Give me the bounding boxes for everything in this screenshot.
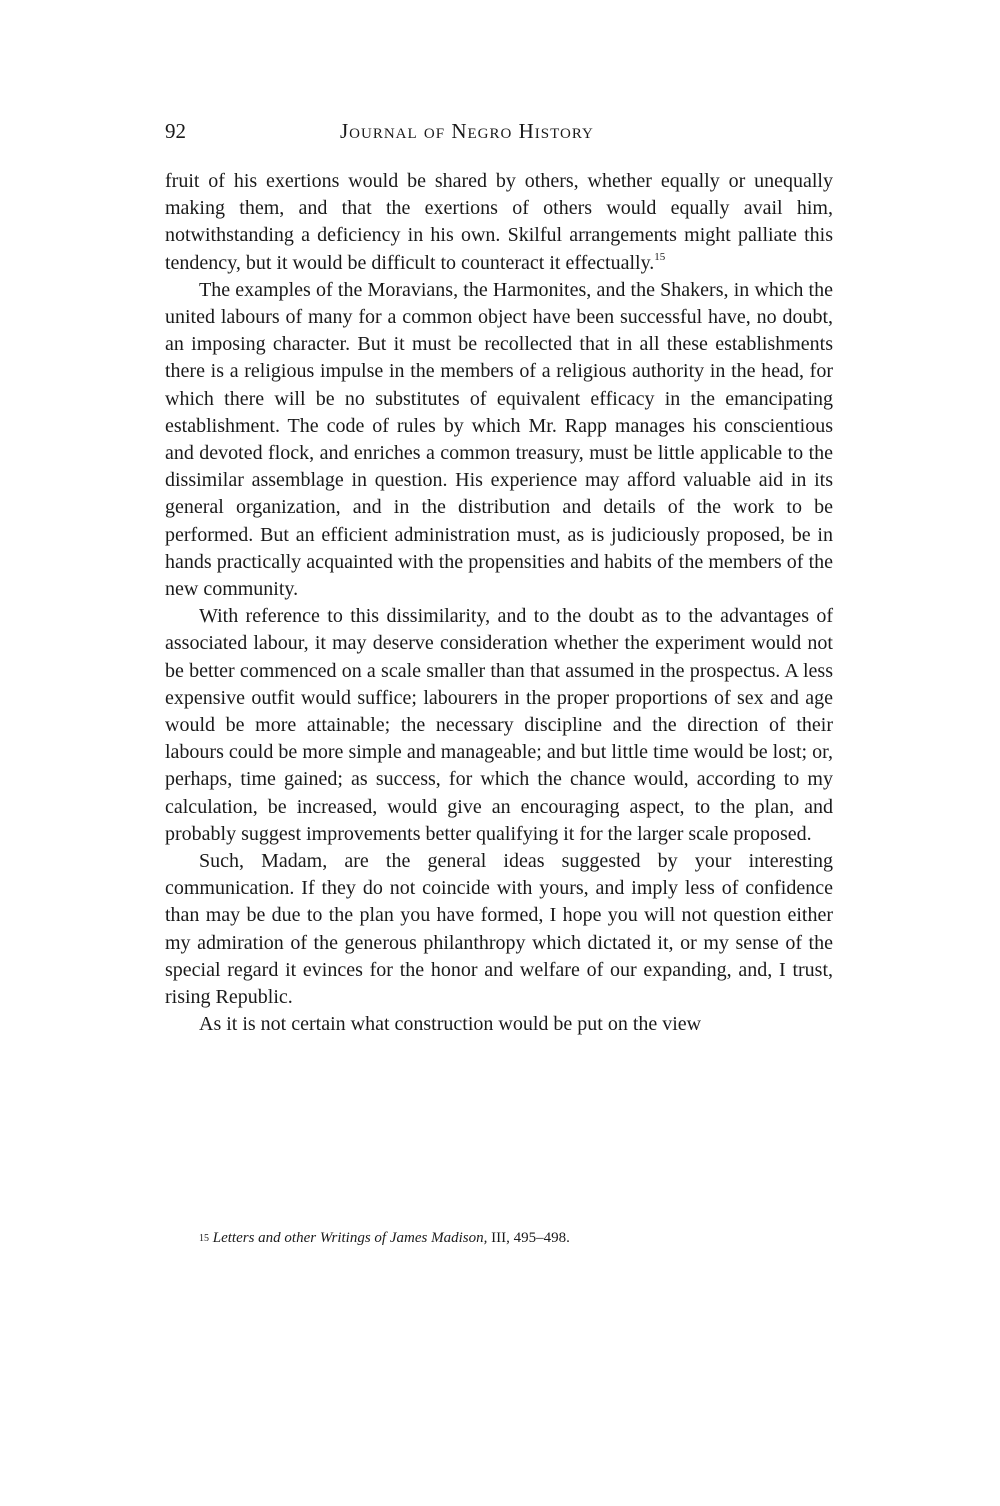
paragraph-smaller-scale: With reference to this dissimilarity, and to the doubt as to the advantages of associated labour, it may deserve consideration whether the experiment would not be better commenced on a scale smaller than that assumed in the prospectus. A less expensive outfit would suffice; labourers in the proper proportions of sex and age would be more attainable; the necessary discipline and the direction of their labours could be more simple and manageable; and but little time would be lost; or, perhaps, time gained; as success, for which the chance would, according to my calculation, be increased, would give an encouraging aspect, to the plan, and probably suggest improvements better qualifying it for the larger scale proposed. <box>165 605 833 845</box>
paragraph-communal-examples: The examples of the Moravians, the Harmonites, and the Shakers, in which the united labours of many for a common object have been successful have, no doubt, an imposing character. But it must be recollected that in all these establishments there is a religious impulse in the members of a religious authority in the head, for which there will be no substitutes of equivalent efficacy in the emancipating establishment. The code of rules by which Mr. Rapp manages his conscientious and devoted flock, and enriches a common treasury, must be little applicable to the dissimilar assemblage in question. His experience may afford valuable aid in its general organization, and in the distribution and details of the work to be performed. But an efficient administration must, as is judiciously proposed, be in hands practically acquainted with the propensities and habits of the members of the new community. <box>165 278 833 601</box>
paragraph-closing-address: Such, Madam, are the general ideas suggested by your interesting communication. If they do not coincide with yours, and imply less of confidence than may be due to the plan you have formed, I hope you will not question either my admiration of the generous philanthropy which dictated it, or my sense of the special regard it evinces for the honor and welfare of our expanding, and, I trust, rising Republic. <box>165 850 833 1009</box>
paragraph-final-line: As it is not certain what construction would be put on the view <box>199 1013 702 1036</box>
running-head <box>165 114 833 148</box>
page-number: 92 <box>165 119 186 143</box>
footnote-work-title: Letters and other Writings of James Madison, <box>212 1230 488 1246</box>
body-text <box>165 168 833 1039</box>
footnote-reference[interactable]: 15 <box>654 250 666 263</box>
footnote-number: 15 <box>199 1233 209 1244</box>
footnote-citation: III, 495–498. <box>487 1230 570 1246</box>
journal-title: Journal of Negro History <box>340 119 594 143</box>
footnote <box>199 1228 833 1248</box>
paragraph-text: fruit of his exertions would be shared by others, whether equally or unequally making them, and that the exertions of others would equally avail him, notwithstanding a deficiency in his own. Skilful arrangements might palliate this tendency, but it would be difficult to counteract it effectually. <box>165 170 833 274</box>
paragraph-continued <box>165 168 833 277</box>
